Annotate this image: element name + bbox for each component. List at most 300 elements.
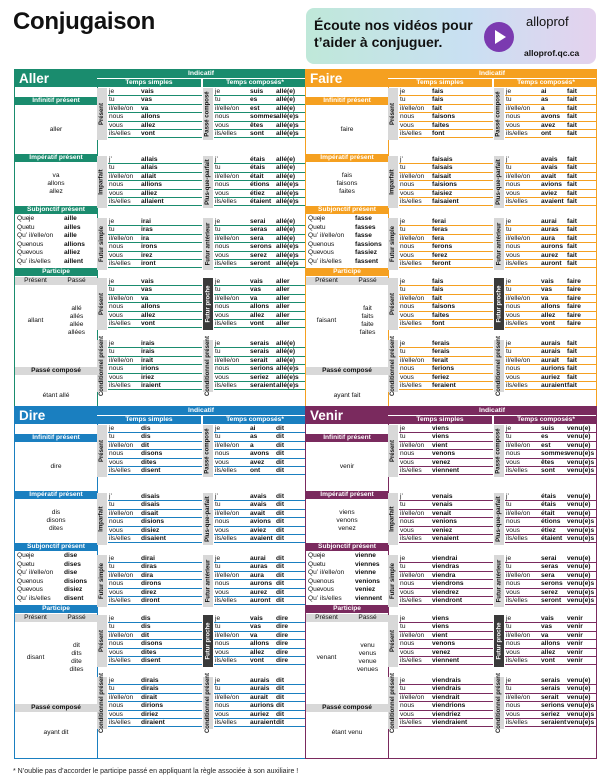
tense-label — [97, 615, 107, 667]
tense-table — [108, 615, 202, 665]
verb-form: avons — [250, 450, 270, 458]
tense-row — [214, 632, 306, 640]
pronoun: nous — [506, 243, 521, 251]
tense-row — [108, 649, 202, 657]
pronoun: ils/elles — [109, 197, 131, 205]
passe-compose-value: ayant fait — [333, 391, 361, 399]
tense-label — [203, 425, 213, 477]
tense-row — [108, 580, 202, 588]
pronoun: ils/elles — [215, 596, 237, 604]
tense-table — [505, 218, 597, 268]
verb-form: irait — [141, 356, 154, 364]
tense-row — [108, 711, 202, 719]
pronoun: nous — [215, 702, 230, 710]
verb-form: vas — [141, 286, 153, 294]
infinitive-form: faire — [567, 278, 581, 285]
subj-que: Que — [17, 552, 30, 559]
pronoun: j’ — [506, 156, 509, 163]
participle-form: allé(e)s — [276, 197, 299, 205]
tense-row — [399, 527, 493, 535]
tense-row — [505, 235, 597, 243]
pronoun: tu — [400, 501, 406, 509]
pronoun: je — [109, 278, 115, 285]
participle-form: allé(e) — [276, 234, 296, 242]
participle-form: fait — [567, 348, 577, 356]
tense-row — [108, 555, 202, 563]
video-banner[interactable] — [306, 8, 596, 64]
subj-que: Que — [308, 249, 321, 257]
pronoun: je — [215, 88, 221, 95]
tense-row — [399, 181, 493, 189]
play-icon[interactable] — [484, 22, 514, 52]
verb-form: suis — [541, 425, 555, 432]
verb-form: feriez — [432, 373, 450, 381]
verb-form: venaient — [432, 534, 459, 542]
pronoun: tu — [400, 164, 406, 172]
tense-table — [399, 88, 493, 138]
subj-que: Qu’ — [308, 594, 319, 602]
tense-label-text: Passé composé — [495, 428, 502, 474]
participle-form: fait — [567, 234, 577, 242]
tense-row — [108, 467, 202, 475]
pronoun: vous — [400, 121, 414, 129]
tense-label — [97, 555, 107, 607]
temps-composes-header: Temps composés* — [494, 79, 597, 87]
tense-row — [505, 501, 597, 509]
tense-table — [108, 677, 202, 727]
tense-row — [214, 501, 306, 509]
pronoun: nous — [215, 243, 230, 251]
tense-row — [399, 252, 493, 260]
tense-row — [505, 320, 597, 328]
participe-form: dit — [73, 641, 80, 649]
infinitive-form: faire — [567, 319, 581, 327]
verb-form: sera — [541, 571, 555, 579]
participle-form: dit — [276, 526, 285, 534]
verb-form: sommes — [541, 450, 568, 458]
infinitif-value: dire — [50, 462, 62, 470]
tense-row — [108, 173, 202, 181]
tense-row — [505, 685, 597, 693]
verb-form: avait — [250, 509, 266, 517]
participle-form: venu(e)s — [567, 580, 595, 588]
tense-row — [505, 252, 597, 260]
verb-form: viendra — [432, 571, 456, 579]
subjonctif-row — [17, 586, 97, 595]
tense-row — [399, 433, 493, 441]
tense-row — [505, 382, 597, 390]
tense-label-text: Imparfait — [98, 169, 105, 195]
pronoun: tu — [400, 226, 406, 234]
subj-pronoun: je — [320, 215, 326, 222]
pronoun: nous — [109, 702, 124, 710]
pronoun: vous — [215, 588, 229, 596]
verb-form: est — [541, 441, 551, 449]
tense-label — [97, 425, 107, 477]
pronoun: nous — [400, 365, 415, 373]
verb-form: irais — [141, 348, 155, 356]
verb-form: aura — [541, 234, 555, 242]
verb-form: dis — [141, 433, 151, 441]
verb-form: sommes — [250, 113, 277, 121]
tense-row — [399, 105, 493, 113]
pronoun: vous — [109, 121, 123, 129]
subj-pronoun: vous — [320, 586, 334, 594]
pronoun: tu — [215, 501, 221, 509]
verb-form: ont — [541, 129, 552, 137]
tense-row — [505, 555, 597, 563]
tense-row — [108, 190, 202, 198]
verb-form: irez — [141, 251, 153, 259]
participe-header: Participe — [15, 605, 97, 613]
participe-form: venus — [358, 649, 377, 657]
verb-form: allais — [141, 156, 158, 163]
pronoun: nous — [400, 640, 415, 648]
participle-form: dit — [276, 509, 285, 517]
temps-composes-header: Temps composés* — [203, 416, 306, 424]
participle-form: dit — [276, 571, 285, 579]
tense-label-text: Passé composé — [204, 428, 211, 474]
pronoun: nous — [400, 113, 415, 121]
verb-form: avait — [541, 172, 557, 180]
verb-form: allez — [541, 311, 556, 319]
tense-row — [399, 295, 493, 303]
pronoun: ils/elles — [109, 129, 131, 137]
pronoun: j’ — [109, 156, 112, 163]
pronoun: vous — [506, 458, 520, 466]
pronoun: il/elle/on — [215, 294, 240, 302]
tense-row — [399, 677, 493, 685]
tense-label — [494, 336, 504, 396]
subj-pronoun: tu — [320, 223, 326, 231]
participe-form: fait — [363, 304, 372, 312]
participle-form: venu(e)s — [567, 534, 595, 542]
pronoun: je — [506, 677, 512, 684]
tense-label-text: Futur proche — [204, 285, 211, 323]
tense-row — [108, 312, 202, 320]
tense-label-text: Présent — [389, 629, 396, 653]
tense-row — [399, 719, 493, 727]
verb-form: es — [541, 433, 549, 441]
participle-form: allé(e)s — [276, 189, 299, 197]
pronoun: nous — [215, 303, 230, 311]
pronoun: ils/elles — [400, 129, 422, 137]
verb-form: vont — [141, 319, 155, 327]
subj-verb: ailles — [64, 223, 81, 231]
tense-label — [388, 336, 398, 396]
verb-form: venons — [432, 450, 456, 458]
verb-form: seraient — [250, 381, 276, 389]
participe-form: venues — [356, 666, 379, 674]
tense-label-text: Conditionnel présent — [204, 336, 211, 396]
page-title: Conjugaison — [13, 8, 156, 35]
tense-label — [97, 673, 107, 733]
subj-verb: fassent — [355, 257, 379, 265]
verb-form: viendrez — [432, 588, 459, 596]
tense-table — [214, 218, 306, 268]
participe-form: allée — [69, 321, 84, 328]
participle-form: dit — [276, 563, 285, 571]
tense-row — [505, 580, 597, 588]
pronoun: tu — [215, 286, 221, 294]
verb-form: vais — [250, 615, 263, 622]
tense-row — [108, 563, 202, 571]
verb-form: auraient — [541, 381, 567, 389]
banner-url[interactable]: alloprof.qc.ca — [524, 48, 580, 58]
tense-row — [214, 467, 306, 475]
tense-label-text: Présent — [98, 102, 105, 126]
tense-row — [214, 235, 306, 243]
verb-form: feraient — [432, 381, 456, 389]
verb-form: disiez — [141, 526, 160, 534]
verb-form: serais — [250, 348, 270, 356]
verb-form: disais — [141, 501, 160, 509]
tense-row — [505, 649, 597, 657]
tense-row — [108, 96, 202, 104]
tense-row — [399, 340, 493, 348]
pronoun: nous — [506, 580, 521, 588]
participle-form: venu(e) — [567, 685, 591, 693]
verb-form: allons — [141, 303, 161, 311]
participle-form: venu(e)s — [567, 702, 595, 710]
verb-form: seront — [250, 259, 271, 267]
tense-row — [108, 218, 202, 226]
tense-row — [399, 632, 493, 640]
tense-row — [399, 597, 493, 605]
tense-row — [214, 702, 306, 710]
participle-form: dit — [276, 677, 285, 684]
verb-form: dis — [141, 425, 151, 432]
participle-form: dit — [276, 534, 285, 542]
tense-row — [399, 510, 493, 518]
passe-compose-value: étant venu — [331, 728, 363, 736]
subj-que: Que — [17, 577, 30, 585]
pronoun: il/elle/on — [215, 509, 240, 517]
pronoun: vous — [400, 710, 414, 718]
tense-row — [399, 563, 493, 571]
participle-form: dit — [276, 450, 285, 458]
subjonctif-row — [308, 241, 388, 250]
verb-form: fais — [432, 286, 444, 294]
pronoun: vous — [109, 526, 123, 534]
participe-passe — [56, 286, 97, 356]
verb-form: avez — [541, 121, 556, 129]
tense-table — [505, 156, 597, 206]
imperatif-form: viens — [339, 508, 355, 516]
verb-form: vais — [141, 88, 154, 95]
tense-label — [494, 615, 504, 667]
subj-verb: aille — [64, 232, 77, 240]
tense-row — [399, 374, 493, 382]
tense-row — [214, 181, 306, 189]
tense-row — [399, 501, 493, 509]
tense-label — [388, 218, 398, 270]
pronoun: ils/elles — [400, 534, 422, 542]
verb-form: aurons — [250, 580, 272, 588]
subj-verb: veniez — [355, 586, 376, 594]
verb-form: diriez — [141, 710, 159, 718]
pronoun: je — [215, 218, 221, 225]
subj-pronoun: je — [29, 215, 35, 222]
verb-panel-dire — [14, 406, 306, 759]
subj-pronoun: il/elle/on — [29, 569, 54, 577]
verb-form: viens — [432, 623, 449, 631]
verb-form: vont — [541, 319, 555, 327]
verb-form: ferais — [432, 348, 450, 356]
tense-row — [108, 493, 202, 501]
imperatif-form: va — [52, 171, 60, 179]
verb-form: était — [541, 509, 555, 517]
verb-form: seront — [541, 596, 562, 604]
verb-title: Aller — [15, 70, 97, 87]
pronoun: il/elle/on — [400, 234, 425, 242]
participle-form: venu(e) — [567, 425, 591, 432]
verb-form: aurons — [541, 243, 563, 251]
pronoun: nous — [400, 450, 415, 458]
participle-form: dit — [276, 702, 285, 710]
verb-form: dit — [141, 441, 150, 449]
tense-row — [505, 518, 597, 526]
tense-row — [214, 243, 306, 251]
tense-row — [214, 425, 306, 433]
tense-row — [505, 442, 597, 450]
pronoun: nous — [109, 365, 124, 373]
tense-row — [399, 694, 493, 702]
tense-row — [505, 243, 597, 251]
pronoun: nous — [109, 113, 124, 121]
tense-table — [505, 555, 597, 605]
tense-row — [214, 320, 306, 328]
pronoun: vous — [109, 373, 123, 381]
tense-row — [399, 702, 493, 710]
pronoun: vous — [400, 526, 414, 534]
tense-row — [214, 130, 306, 138]
participle-form: allé(e) — [276, 172, 296, 180]
verb-form: étais — [541, 493, 557, 500]
verb-form: allez — [141, 311, 156, 319]
pronoun: il/elle/on — [109, 294, 134, 302]
tense-table — [108, 218, 202, 268]
tense-table — [108, 156, 202, 206]
tense-table — [505, 278, 597, 328]
tense-table — [399, 677, 493, 727]
verb-form: va — [250, 294, 258, 302]
pronoun: ils/elles — [109, 596, 131, 604]
pronoun: vous — [506, 311, 520, 319]
tense-table — [399, 493, 493, 543]
tense-row — [505, 632, 597, 640]
participle-form: venu(e) — [567, 493, 591, 500]
tense-row — [108, 677, 202, 685]
pronoun: je — [215, 677, 221, 684]
infinitive-form: dire — [276, 640, 289, 648]
infinitif-header: Infinitif présent — [306, 97, 388, 105]
verb-form: allons — [541, 640, 561, 648]
pronoun: ils/elles — [109, 259, 131, 267]
tense-table — [214, 340, 306, 390]
tense-row — [108, 252, 202, 260]
subjonctif-row — [308, 215, 388, 224]
tense-row — [108, 198, 202, 206]
participle-form: allé(e) — [276, 226, 296, 234]
pronoun: nous — [215, 113, 230, 121]
tense-row — [108, 365, 202, 373]
participe-form: faite — [361, 321, 374, 328]
participle-form: venu(e)s — [567, 450, 595, 458]
participle-form: allé(e)s — [276, 243, 299, 251]
participle-form: fait — [567, 96, 577, 104]
verb-form: auriez — [250, 710, 270, 718]
infinitive-form: dire — [276, 648, 289, 656]
verb-form: viens — [432, 615, 449, 622]
participle-form: venu(e)s — [567, 466, 595, 474]
pronoun: ils/elles — [109, 718, 131, 726]
tense-row — [108, 278, 202, 286]
verb-form: ferait — [432, 356, 449, 364]
tense-table — [505, 493, 597, 543]
tense-row — [214, 563, 306, 571]
pronoun: ils/elles — [506, 381, 528, 389]
participle-form: allé(e) — [276, 156, 296, 163]
verb-form: viendras — [432, 563, 460, 571]
tense-row — [108, 589, 202, 597]
infinitive-form: aller — [276, 278, 290, 285]
tense-row — [214, 589, 306, 597]
banner-text: Écoute nos vidéos pour t’aider à conjuguer. — [314, 17, 473, 50]
infinitive-form: faire — [567, 294, 581, 302]
tense-row — [108, 181, 202, 189]
tense-row — [505, 563, 597, 571]
tense-row — [399, 173, 493, 181]
tense-row — [108, 433, 202, 441]
pronoun: vous — [506, 648, 520, 656]
pronoun: nous — [400, 181, 415, 189]
tense-row — [108, 130, 202, 138]
tense-row — [108, 105, 202, 113]
tense-label — [494, 425, 504, 477]
tense-row — [399, 357, 493, 365]
verb-form: venez — [432, 648, 451, 656]
verb-form: aurez — [541, 251, 559, 259]
tense-label-text: Présent — [389, 292, 396, 316]
tense-label-text: Futur antérieur — [495, 222, 502, 266]
tense-row — [108, 615, 202, 623]
verb-form: irais — [141, 340, 155, 347]
verb-form: fais — [432, 88, 444, 95]
participle-form: allé(e) — [276, 104, 296, 112]
verb-form: allons — [541, 303, 561, 311]
subj-que: Que — [308, 586, 321, 594]
imperatif-header: Impératif présent — [15, 154, 97, 162]
pronoun: ils/elles — [400, 197, 422, 205]
participle-form: venu(e)s — [567, 526, 595, 534]
pronoun: tu — [215, 433, 221, 441]
tense-label — [494, 278, 504, 330]
pronoun: nous — [109, 640, 124, 648]
tense-row — [505, 113, 597, 121]
participle-form: venu(e)s — [567, 596, 595, 604]
tense-row — [214, 597, 306, 605]
pronoun: tu — [109, 226, 115, 234]
tense-row — [505, 88, 597, 96]
verb-form: serais — [250, 340, 270, 347]
verb-form: dirais — [141, 685, 159, 693]
pronoun: nous — [215, 365, 230, 373]
tense-row — [214, 459, 306, 467]
verb-form: vais — [250, 278, 263, 285]
pronoun: il/elle/on — [400, 571, 425, 579]
verb-panel-aller — [14, 69, 306, 422]
